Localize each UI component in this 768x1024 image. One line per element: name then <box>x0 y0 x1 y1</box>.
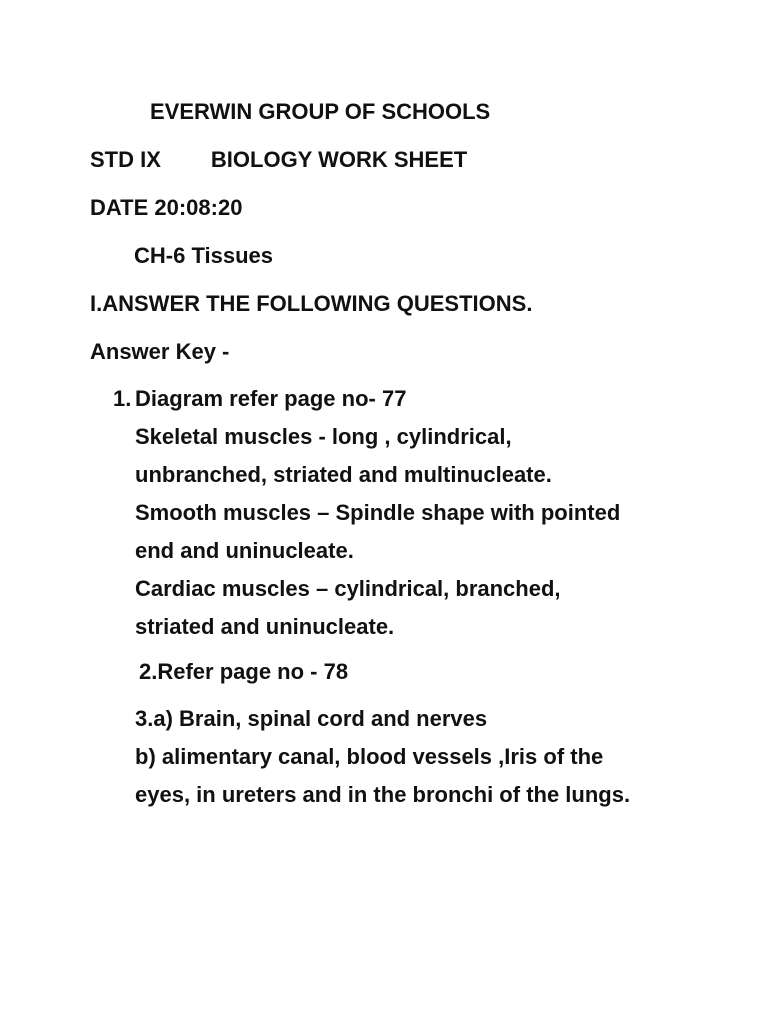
answer-1-line: unbranched, striated and multinucleate. <box>135 462 552 487</box>
answer-1-line: Cardiac muscles – cylindrical, branched, <box>135 576 561 601</box>
answer-2: 2.Refer page no - 78 <box>139 659 349 684</box>
answer-3-line: eyes, in ureters and in the bronchi of the lungs. <box>135 782 631 807</box>
answer-key-label: Answer Key - <box>90 339 230 364</box>
answer-1-line: Skeletal muscles - long , cylindrical, <box>135 424 512 449</box>
date-line: DATE 20:08:20 <box>90 195 243 220</box>
answer-1-line: striated and uninucleate. <box>135 614 395 639</box>
subject-label: BIOLOGY WORK SHEET <box>210 147 468 172</box>
answer-3-line: b) alimentary canal, blood vessels ,Iris of the <box>135 744 604 769</box>
answer-3-line: 3.a) Brain, spinal cord and nerves <box>135 706 488 731</box>
class-subject-line <box>90 149 467 171</box>
answer-1-line: end and uninucleate. <box>135 538 354 563</box>
school-title: EVERWIN GROUP OF SCHOOLS <box>150 99 491 124</box>
section-title: I.ANSWER THE FOLLOWING QUESTIONS. <box>90 291 533 316</box>
std-label: STD IX <box>90 147 161 172</box>
answer-1-number: 1. <box>113 386 132 411</box>
chapter-title: CH-6 Tissues <box>134 243 273 268</box>
answer-1-line: Smooth muscles – Spindle shape with pointed <box>135 500 621 525</box>
answer-1-line: Diagram refer page no- 77 <box>135 386 407 411</box>
